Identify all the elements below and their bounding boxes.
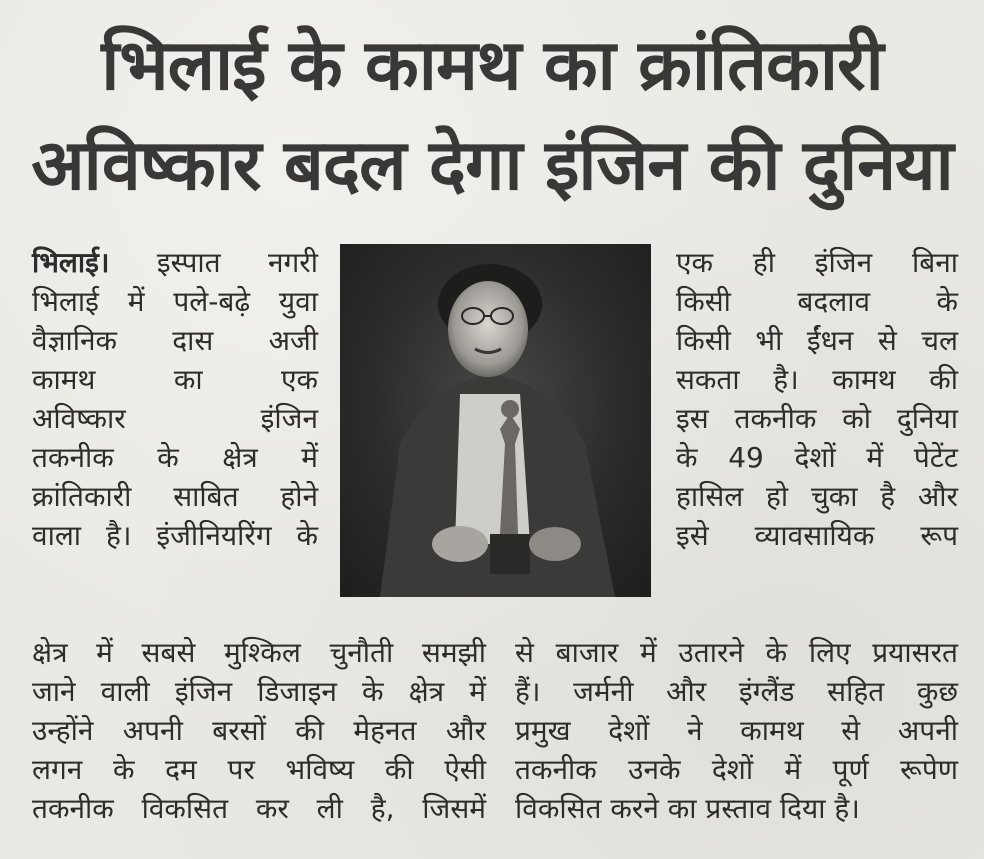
- left-column: [32, 243, 318, 555]
- right-column-line: सकता है। कामथ की: [676, 363, 958, 396]
- bottom-right-line: तकनीक उनके देशों में पूर्ण रूपेण: [515, 753, 958, 786]
- left-column-line: वाला है। इंजीनियरिंग के: [32, 519, 318, 552]
- right-column: [676, 243, 958, 555]
- headline-line-1: भिलाई के कामथ का क्रांतिकारी: [101, 24, 883, 106]
- right-column-line: इसे व्यावसायिक रूप: [676, 519, 958, 552]
- left-column-line: भिलाई। इस्पात नगरी: [32, 246, 318, 279]
- right-column-line: हासिल हो चुका है और: [676, 480, 958, 513]
- bottom-left-text: [32, 633, 486, 828]
- bottom-right-line: हैं। जर्मनी और इंग्लैंड सहित कुछ: [515, 675, 958, 708]
- headline-line-2: अविष्कार बदल देगा इंजिन की दुनिया: [31, 124, 953, 206]
- right-column-line: एक ही इंजिन बिना: [676, 246, 958, 279]
- right-column-line: के 49 देशों में पेटेंट: [676, 441, 958, 474]
- left-column-line: कामथ का एक: [32, 363, 318, 396]
- photo-of-kamath-with-trophy: [340, 244, 651, 597]
- bottom-right-line: से बाजार में उतारने के लिए प्रयासरत: [515, 636, 958, 669]
- bottom-right-text: [515, 633, 958, 828]
- dateline: भिलाई।: [32, 246, 110, 279]
- bottom-right-line: विकसित करने का प्रस्ताव दिया है।: [515, 792, 860, 825]
- left-column-line: वैज्ञानिक दास अजी: [32, 324, 318, 357]
- bottom-left-line: तकनीक विकसित कर ली है, जिसमें: [32, 792, 486, 825]
- right-column-line: इस तकनीक को दुनिया: [676, 402, 958, 435]
- right-column-line: किसी भी ईंधन से चल: [676, 324, 958, 357]
- left-column-line: तकनीक के क्षेत्र में: [32, 441, 318, 474]
- left-column-line: अविष्कार इंजिन: [32, 402, 318, 435]
- bottom-left-line: लगन के दम पर भविष्य की ऐसी: [32, 753, 486, 786]
- bottom-right-line: प्रमुख देशों ने कामथ से अपनी: [515, 714, 958, 747]
- right-column-line: किसी बदलाव के: [676, 285, 958, 318]
- bottom-left-line: क्षेत्र में सबसे मुश्किल चुनौती समझी: [32, 636, 486, 669]
- left-column-line: भिलाई में पले-बढ़े युवा: [32, 285, 318, 318]
- bottom-left-line: जाने वाली इंजिन डिजाइन के क्षेत्र में: [32, 675, 486, 708]
- bottom-left-line: उन्होंने अपनी बरसों की मेहनत और: [32, 714, 486, 747]
- left-column-line: क्रांतिकारी साबित होने: [32, 480, 318, 513]
